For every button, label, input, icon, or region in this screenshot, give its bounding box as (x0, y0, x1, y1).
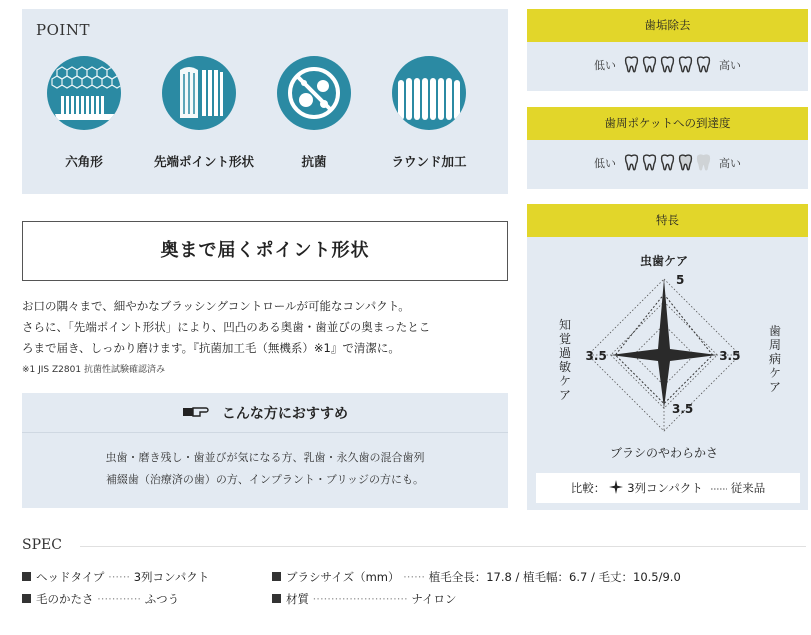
spec-row (272, 591, 457, 607)
square-bullet-icon (22, 572, 31, 581)
series-current (611, 279, 717, 408)
pocket-title: 歯周ポケットへの到達度 (527, 107, 808, 140)
rating-low: 低い (594, 156, 616, 170)
recommend-line: 虫歯・磨き残し・歯並びが気になる方、乳歯・永久歯の混合歯列 (105, 451, 425, 464)
spec-value: 3列コンパクト (133, 570, 210, 584)
spec-value: ナイロン (411, 592, 457, 606)
spec-label: ヘッドタイプ (36, 570, 105, 584)
description-line: お口の隅々まで、細やかなブラッシングコントロールが可能なコンパクト。 (22, 299, 410, 313)
description-line: さらに、「先端ポイント形状」により、凹凸のある奥歯・歯並びの奥まったとこ (22, 320, 431, 334)
axis-name-top: 虫歯ケア (639, 254, 689, 268)
recommend-body (22, 433, 508, 491)
axis-name-right-char: 歯 (768, 324, 782, 338)
legend-current: 3列コンパクト (627, 481, 703, 495)
recommend-header (22, 393, 508, 433)
feature-tapered-tip (154, 56, 255, 170)
axis-name-left-char: 知 (558, 318, 572, 332)
square-bullet-icon (22, 594, 31, 603)
tooth-icon (660, 56, 675, 73)
point-title: POINT (36, 21, 90, 39)
tooth-icon (660, 154, 675, 171)
spec-title: SPEC (22, 537, 62, 553)
axis-name-bottom: ブラシのやわらかさ (609, 446, 719, 460)
legend-legacy: 従来品 (730, 481, 766, 495)
tooth-icon (696, 56, 711, 73)
square-bullet-icon (272, 572, 281, 581)
axis-name-left-char: 敏 (558, 360, 572, 374)
recommend-panel (22, 393, 508, 508)
plaque-panel (527, 9, 808, 91)
compare-legend (536, 473, 800, 503)
pocket-panel (527, 107, 808, 189)
tooth-icon (642, 56, 657, 73)
feature-hexagon (39, 56, 129, 170)
spec-value: ふつう (144, 592, 180, 606)
star-legend-icon (609, 480, 623, 497)
features-panel (527, 204, 808, 510)
axis-value-label: 3.5 (672, 402, 694, 417)
spec-label: 毛のかたさ (36, 592, 94, 606)
tooth-icon (678, 56, 693, 73)
radar-chart (527, 237, 808, 473)
square-bullet-icon (272, 594, 281, 603)
axis-name-left-char: ケ (558, 374, 572, 388)
feature-antibacterial (269, 56, 359, 170)
feature-label: 抗菌 (301, 154, 327, 169)
rating-low: 低い (594, 58, 616, 72)
plaque-teeth (624, 56, 711, 73)
headline-box (22, 221, 508, 281)
footnote: ※1 JIS Z2801 抗菌性試験確認済み (22, 365, 165, 375)
headline-text: 奥まで届くポイント形状 (160, 240, 370, 261)
plaque-rating (527, 42, 808, 87)
pocket-teeth (624, 154, 711, 171)
recommend-line: 補綴歯（治療済の歯）の方、インプラント・ブリッジの方にも。 (105, 473, 425, 486)
axis-name-right-char: ア (768, 380, 782, 394)
spec-row (22, 569, 209, 585)
spec-label: 材質 (286, 592, 309, 606)
tapered-tip-icon (162, 56, 236, 130)
spec-item: 材質 ·························· ナイロン (272, 592, 457, 606)
axis-value-label: 3.5 (719, 349, 741, 363)
description-line: ろまで届き、しっかり磨けます。『抗菌加工毛（無機系）※1』で清潔に。 (22, 341, 400, 355)
axis-value-label: 5 (676, 273, 685, 287)
spec-row (22, 591, 179, 607)
spec-label: ブラシサイズ（mm） (286, 570, 400, 584)
rating-high: 高い (719, 156, 741, 170)
axis-name-right-char: 病 (768, 352, 782, 366)
antibacterial-icon (277, 56, 351, 130)
feature-label: 六角形 (65, 154, 103, 169)
axis-name-right-char: ケ (768, 366, 782, 380)
compare-label: 比較： (570, 481, 606, 495)
tooth-icon (624, 56, 639, 73)
spec-divider (80, 546, 806, 547)
pocket-rating (527, 140, 808, 185)
tooth-icon (624, 154, 639, 171)
hexagon-bristle-icon (47, 56, 121, 130)
rating-high: 高い (719, 58, 741, 72)
axis-name-left-char: 覚 (558, 332, 572, 346)
spec-value: 植毛全長：17.8 / 植毛幅：6.7 / 毛丈：10.5/9.0 (428, 570, 681, 584)
recommend-title: こんな方におすすめ (221, 405, 349, 422)
features-title: 特長 (527, 204, 808, 237)
axis-name-right-char: 周 (768, 338, 782, 352)
axis-name-left-char: 過 (558, 346, 572, 360)
tooth-icon (696, 154, 711, 171)
round-bristle-icon (392, 56, 466, 130)
feature-round (384, 56, 474, 170)
pointing-hand-icon (182, 404, 212, 422)
tooth-icon (678, 154, 693, 171)
spec-item: ブラシサイズ（mm） ······ 植毛全長：17.8 / 植毛幅：6.7 / 毛丈：10.5/9.0 (272, 570, 681, 584)
axis-name-left-char: ア (558, 388, 572, 402)
feature-label: 先端ポイント形状 (154, 154, 255, 169)
spec-item: ヘッドタイプ ······ 3列コンパクト (22, 570, 209, 584)
tooth-icon (642, 154, 657, 171)
dotted-line-icon (711, 481, 727, 495)
feature-label: ラウンド加工 (391, 154, 467, 169)
axis-value-label: 3.5 (585, 349, 607, 363)
plaque-title: 歯垢除去 (527, 9, 808, 42)
description (22, 296, 510, 359)
point-panel (22, 9, 508, 194)
spec-item: 毛のかたさ ············ ふつう (22, 592, 179, 606)
spec-row (272, 569, 681, 585)
